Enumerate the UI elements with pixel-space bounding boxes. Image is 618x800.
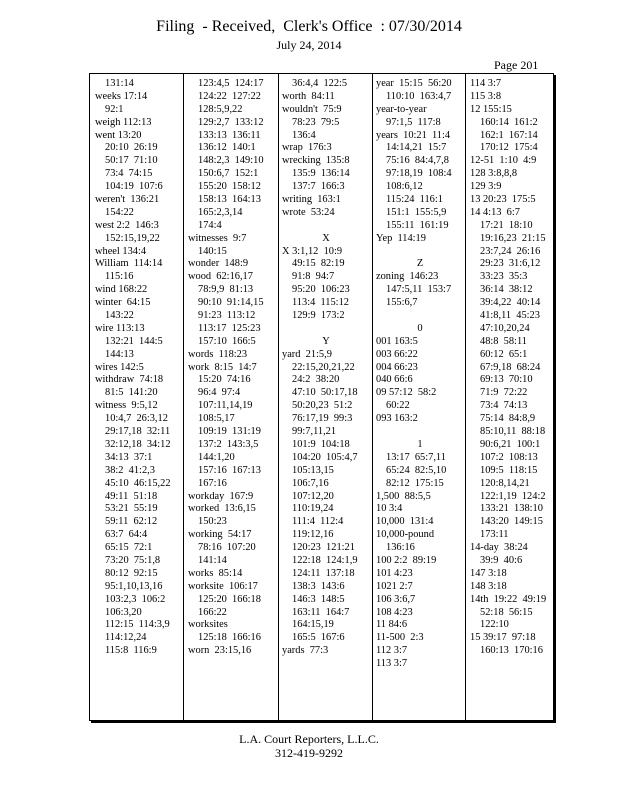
index-entry-line: 100 2:2 89:19 (376, 554, 437, 566)
spacer (376, 310, 464, 323)
index-entry-line: 34:13 37:1 (105, 451, 153, 463)
index-entry-line: 124:11 137:18 (292, 567, 355, 579)
index-entry-line: 167:16 (198, 477, 227, 489)
index-entry-line: 59:11 62:12 (105, 516, 158, 528)
index-entry-line: 141:14 (198, 554, 227, 566)
index-entry-line: 140:15 (198, 245, 227, 257)
index-entry-line: 107:11,14,19 (198, 400, 253, 412)
index-entry-line: 1,500 88:5,5 (376, 490, 431, 502)
index-entry-line: 115:8 116:9 (105, 645, 157, 657)
index-entry-line: 128 3:8,8,8 (470, 168, 518, 180)
index-entry-line: 73:4 74:13 (480, 400, 528, 412)
index-entry-line: 48:8 58:11 (480, 335, 527, 347)
index-entry-line: 65:15 72:1 (105, 542, 153, 554)
index-entry-line: wrecking 135:8 (282, 155, 350, 167)
index-entry-line: 67:9,18 68:24 (480, 361, 541, 373)
index-entry-line: 78:23 79:5 (292, 116, 340, 128)
index-entry-line: wrap 176:3 (282, 142, 332, 154)
index-entry-line: 80:12 92:15 (105, 567, 158, 579)
index-entry-line: 38:2 41:2,3 (105, 464, 155, 476)
index-entry-line: 131:14 (105, 78, 134, 89)
index-entry-line: workday 167:9 (188, 490, 254, 502)
index-entry-line: 49:11 51:18 (105, 490, 158, 502)
index-entry-line: 113 3:7 (376, 658, 408, 670)
index-entry-line: 50:17 71:10 (105, 155, 158, 167)
index-column-4 (376, 78, 464, 671)
index-entry-line: 143:22 (105, 310, 134, 322)
index-entry-line: 47:10,20,24 (480, 322, 530, 334)
index-entry-line: 137:2 143:3,5 (198, 438, 259, 450)
index-entry-line: 29:23 31:6,12 (480, 258, 541, 270)
index-entry-line: 174:4 (198, 219, 222, 231)
index-entry-line: 73:4 74:15 (105, 168, 153, 180)
index-entry-line: wheel 134:4 (95, 245, 147, 257)
index-entry-line: 29:17,18 32:11 (105, 426, 171, 438)
index-entry-line: worksites (188, 619, 228, 631)
section-letter-heading: 1 (417, 438, 423, 450)
index-entry-line: 15 39:17 97:18 (470, 632, 536, 644)
index-entry-line: 101 4:23 (376, 567, 413, 579)
section-letter-heading: 0 (417, 322, 423, 334)
index-entry-line: 148 3:18 (470, 580, 507, 592)
index-entry-line: year 15:15 56:20 (376, 78, 452, 89)
index-column-3 (282, 78, 370, 658)
index-entry-line: 99:7,11,21 (292, 426, 337, 438)
index-entry-line: 17:21 18:10 (480, 219, 533, 231)
index-entry-line: 91:8 94:7 (292, 271, 335, 283)
column-divider (183, 74, 184, 720)
index-entry-line: wrote 53:24 (282, 206, 335, 218)
index-entry-line: 14-day 38:24 (470, 542, 528, 554)
index-entry-line: yards 77:3 (282, 645, 329, 657)
index-entry-line: 19:16,23 21:15 (480, 232, 546, 244)
index-entry-line: 33:23 35:3 (480, 271, 528, 283)
index-entry-line: 103:2,3 106:2 (105, 593, 166, 605)
index-entry-line: 111:4 112:4 (292, 516, 344, 528)
index-entry-line: 09 57:12 58:2 (376, 387, 437, 399)
index-entry-line: 109:5 118:15 (480, 464, 538, 476)
index-entry-line: 39:4,22 40:14 (480, 297, 541, 309)
index-entry-line: witnesses 9:7 (188, 232, 247, 244)
index-entry-line: 151:1 155:5,9 (386, 206, 447, 218)
index-entry-line: 112 3:7 (376, 645, 408, 657)
index-entry-line: 173:11 (480, 529, 509, 541)
index-entry-line: 49:15 82:19 (292, 258, 345, 270)
index-entry-line: 32:12,18 34:12 (105, 438, 171, 450)
index-entry-line: winter 64:15 (95, 297, 151, 309)
index-entry-line: 10,000 131:4 (376, 516, 434, 528)
index-entry-line: 92:1 (105, 103, 124, 115)
column-divider (465, 74, 466, 720)
index-column-1 (95, 78, 181, 658)
index-entry-line: 109:19 131:19 (198, 426, 261, 438)
index-entry-line: works 85:14 (188, 567, 243, 579)
index-entry-line: 158:13 164:13 (198, 194, 261, 206)
index-entry-line: 108 4:23 (376, 606, 413, 618)
index-column-5 (470, 78, 554, 658)
index-entry-line: wires 142:5 (95, 361, 144, 373)
index-entry-line: years 10:21 11:4 (376, 129, 451, 141)
index-entry-line: 85:10,11 88:18 (480, 426, 546, 438)
index-entry-line: 129:2,7 133:12 (198, 116, 264, 128)
index-entry-line: 154:22 (105, 206, 134, 218)
index-entry-line: 105:13,15 (292, 464, 334, 476)
footer-phone: 312-419-9292 (275, 746, 343, 760)
index-entry-line: year-to-year (376, 103, 427, 115)
index-entry-line: 150:6,7 152:1 (198, 168, 259, 180)
index-entry-line: William 114:14 (95, 258, 163, 270)
index-entry-line: 112:15 114:3,9 (105, 619, 170, 631)
index-entry-line: 136:12 140:1 (198, 142, 256, 154)
index-entry-line: 115 3:8 (470, 90, 502, 102)
index-entry-line: 155:20 158:12 (198, 181, 261, 193)
index-entry-line: worked 13:6,15 (188, 503, 256, 515)
index-entry-line: worth 84:11 (282, 90, 335, 102)
index-entry-line: 78:16 107:20 (198, 542, 256, 554)
index-entry-line: 132:21 144:5 (105, 335, 163, 347)
index-entry-line: 155:6,7 (386, 297, 418, 309)
index-entry-line: 166:22 (198, 606, 227, 618)
index-entry-line: 124:22 127:22 (198, 90, 261, 102)
index-entry-line: 60:12 65:1 (480, 348, 528, 360)
index-entry-line: 53:21 55:19 (105, 503, 158, 515)
index-entry-line: 97:1,5 117:8 (386, 116, 441, 128)
index-entry-line: writing 163:1 (282, 194, 341, 206)
index-entry-line: X 3:1,12 10:9 (282, 245, 343, 257)
index-entry-line: 144:13 (105, 348, 134, 360)
index-entry-line: work 8:15 14:7 (188, 361, 257, 373)
index-entry-line: 160:14 161:2 (480, 116, 538, 128)
index-entry-line: 144:1,20 (198, 451, 235, 463)
transcript-date: July 24, 2014 (276, 38, 342, 52)
index-entry-line: 113:4 115:12 (292, 297, 349, 309)
index-entry-line: wouldn't 75:9 (282, 103, 342, 115)
index-entry-line: 22:15,20,21,22 (292, 361, 355, 373)
index-entry-line: 110:10 163:4,7 (386, 90, 452, 102)
index-entry-line: 135:9 136:14 (292, 168, 350, 180)
index-entry-line: 004 66:23 (376, 361, 418, 373)
index-entry-line: 146:3 148:5 (292, 593, 345, 605)
index-entry-line: withdraw 74:18 (95, 374, 164, 386)
index-entry-line: wind 168:22 (95, 284, 148, 296)
index-entry-line: 001 163:5 (376, 335, 418, 347)
index-entry-line: 110:19,24 (292, 503, 334, 515)
index-entry-line: 52:18 56:15 (480, 606, 533, 618)
index-entry-line: 148:2,3 149:10 (198, 155, 264, 167)
index-entry-line: 115:16 (105, 271, 134, 283)
index-entry-line: 78:9,9 81:13 (198, 284, 254, 296)
index-entry-line: 123:4,5 124:17 (198, 78, 264, 89)
index-entry-line: 147:5,11 153:7 (386, 284, 452, 296)
column-divider (372, 74, 373, 720)
index-entry-line: west 2:2 146:3 (95, 219, 159, 231)
index-entry-line: 24:2 38:20 (292, 374, 340, 386)
index-entry-line: 90:6,21 100:1 (480, 438, 541, 450)
index-entry-line: 106:7,16 (292, 477, 329, 489)
index-entry-line: 150:23 (198, 516, 227, 528)
spacer (376, 426, 464, 439)
index-entry-line: 163:11 164:7 (292, 606, 350, 618)
index-entry-line: witness 9:5,12 (95, 400, 158, 412)
index-entry-line: 39:9 40:6 (480, 554, 523, 566)
index-entry-line: worn 23:15,16 (188, 645, 252, 657)
index-entry-line: 155:11 161:19 (386, 219, 449, 231)
index-entry-line: 14:14,21 15:7 (386, 142, 447, 154)
index-entry-line: wonder 148:9 (188, 258, 249, 270)
index-entry-line: 170:12 175:4 (480, 142, 538, 154)
index-entry-line: 137:7 166:3 (292, 181, 345, 193)
index-entry-line: went 13:20 (95, 129, 142, 141)
index-entry-line: 157:16 167:13 (198, 464, 261, 476)
index-entry-line: 96:4 97:4 (198, 387, 241, 399)
index-entry-line: 69:13 70:10 (480, 374, 533, 386)
index-entry-line: 113:17 125:23 (198, 322, 261, 334)
index-entry-line: 95:20 106:23 (292, 284, 350, 296)
index-entry-line: words 118:23 (188, 348, 248, 360)
page-number: Page 201 (494, 58, 539, 72)
index-entry-line: 125:18 166:16 (198, 632, 261, 644)
index-entry-line: 136:4 (292, 129, 316, 141)
index-entry-line: 10 3:4 (376, 503, 403, 515)
index-entry-line: 122:10 (480, 619, 509, 631)
index-entry-line: 10,000-pound (376, 529, 435, 541)
index-entry-line: weeks 17:14 (95, 90, 148, 102)
index-entry-line: wood 62:16,17 (188, 271, 253, 283)
index-entry-line: 12-51 1:10 4:9 (470, 155, 537, 167)
index-entry-line: 160:13 170:16 (480, 645, 543, 657)
index-entry-line: 120:23 121:21 (292, 542, 355, 554)
index-entry-line: Yep 114:19 (376, 232, 426, 244)
index-frame (89, 73, 554, 721)
index-entry-line: 162:1 167:14 (480, 129, 538, 141)
index-entry-line: 133:13 136:11 (198, 129, 261, 141)
index-entry-line: 129:9 173:2 (292, 310, 345, 322)
index-entry-line: 129 3:9 (470, 181, 502, 193)
index-entry-line: 122:1,19 124:2 (480, 490, 546, 502)
index-entry-line: 119:12,16 (292, 529, 334, 541)
index-entry-line: 50:20,23 51:2 (292, 400, 353, 412)
index-entry-line: 122:18 124:1,9 (292, 554, 358, 566)
index-entry-line: 60:22 (386, 400, 410, 412)
spacer (282, 220, 370, 233)
index-entry-line: 91:23 113:12 (198, 310, 256, 322)
index-entry-line: 165:5 167:6 (292, 632, 345, 644)
index-entry-line: 97:18,19 108:4 (386, 168, 452, 180)
index-entry-line: 12 155:15 (470, 103, 512, 115)
index-entry-line: 115:24 116:1 (386, 194, 443, 206)
index-entry-line: 63:7 64:4 (105, 529, 148, 541)
index-entry-line: 73:20 75:1,8 (105, 554, 161, 566)
index-entry-line: 82:12 175:15 (386, 477, 444, 489)
index-entry-line: 114 3:7 (470, 78, 502, 89)
index-entry-line: 120:8,14,21 (480, 477, 530, 489)
index-entry-line: 47:10 50:17,18 (292, 387, 358, 399)
index-entry-line: 20:10 26:19 (105, 142, 158, 154)
index-column-2 (188, 78, 276, 658)
index-entry-line: 71:9 72:22 (480, 387, 528, 399)
index-entry-line: 95:1,10,13,16 (105, 580, 163, 592)
index-entry-line: 65:24 82:5,10 (386, 464, 447, 476)
index-entry-line: 14 4:13 6:7 (470, 206, 520, 218)
index-entry-line: 003 66:22 (376, 348, 418, 360)
index-entry-line: 104:20 105:4,7 (292, 451, 358, 463)
index-entry-line: 13:17 65:7,11 (386, 451, 446, 463)
index-entry-line: 36:14 38:12 (480, 284, 533, 296)
index-entry-line: 152:15,19,22 (105, 232, 160, 244)
index-entry-line: 138:3 143:6 (292, 580, 345, 592)
index-entry-line: 90:10 91:14,15 (198, 297, 264, 309)
section-letter-heading: Z (416, 258, 424, 270)
index-entry-line: 107:2 108:13 (480, 451, 538, 463)
index-entry-line: 75:16 84:4,7,8 (386, 155, 449, 167)
index-entry-line: 41:8,11 45:23 (480, 310, 540, 322)
index-entry-line: 45:10 46:15,22 (105, 477, 171, 489)
index-entry-line: 125:20 166:18 (198, 593, 261, 605)
index-entry-line: 101:9 104:18 (292, 438, 350, 450)
index-entry-line: 040 66:6 (376, 374, 413, 386)
index-entry-line: worksite 106:17 (188, 580, 258, 592)
index-entry-line: 114:12,24 (105, 632, 147, 644)
index-entry-line: 133:21 138:10 (480, 503, 543, 515)
index-entry-line: 11 84:6 (376, 619, 408, 631)
index-entry-line: 093 163:2 (376, 413, 418, 425)
index-entry-line: 157:10 166:5 (198, 335, 256, 347)
index-entry-line: 104:19 107:6 (105, 181, 163, 193)
index-entry-line: 10:4,7 26:3,12 (105, 413, 168, 425)
index-entry-line: 75:14 84:8,9 (480, 413, 536, 425)
index-entry-line: 106:3,20 (105, 606, 142, 618)
index-entry-line: 36:4,4 122:5 (292, 78, 348, 89)
index-entry-line: 11-500 2:3 (376, 632, 424, 644)
index-entry-line: 143:20 149:15 (480, 516, 543, 528)
column-divider (278, 74, 279, 720)
index-entry-line: 147 3:18 (470, 567, 507, 579)
index-entry-line: 164:15,19 (292, 619, 334, 631)
index-entry-line: 15:20 74:16 (198, 374, 251, 386)
index-entry-line: 81:5 141:20 (105, 387, 158, 399)
index-entry-line: 128:5,9,22 (198, 103, 243, 115)
index-entry-line: wire 113:13 (95, 322, 145, 334)
index-entry-line: 108:6,12 (386, 181, 423, 193)
index-entry-line: 76:17,19 99:3 (292, 413, 353, 425)
section-letter-heading: Y (322, 335, 330, 347)
index-entry-line: weigh 112:13 (95, 116, 152, 128)
index-entry-line: 106 3:6,7 (376, 593, 416, 605)
index-entry-line: 13 20:23 175:5 (470, 194, 536, 206)
index-entry-line: zoning 146:23 (376, 271, 439, 283)
index-entry-line: weren't 136:21 (95, 194, 160, 206)
filing-stamp: Filing - Received, Clerk's Office : 07/30/2014 (156, 18, 462, 35)
index-entry-line: yard 21:5,9 (282, 348, 332, 360)
section-letter-heading: X (322, 232, 330, 244)
index-entry-line: 14th 19:22 49:19 (470, 593, 547, 605)
index-entry-line: 107:12,20 (292, 490, 334, 502)
index-entry-line: 23:7,24 26:16 (480, 245, 541, 257)
index-entry-line: 108:5,17 (198, 413, 235, 425)
index-entry-line: working 54:17 (188, 529, 252, 541)
spacer (376, 246, 464, 259)
index-entry-line: 1021 2:7 (376, 580, 413, 592)
index-entry-line: 136:16 (386, 542, 415, 554)
index-entry-line: 165:2,3,14 (198, 206, 243, 218)
spacer (282, 323, 370, 336)
footer-company: L.A. Court Reporters, L.L.C. (239, 732, 379, 746)
